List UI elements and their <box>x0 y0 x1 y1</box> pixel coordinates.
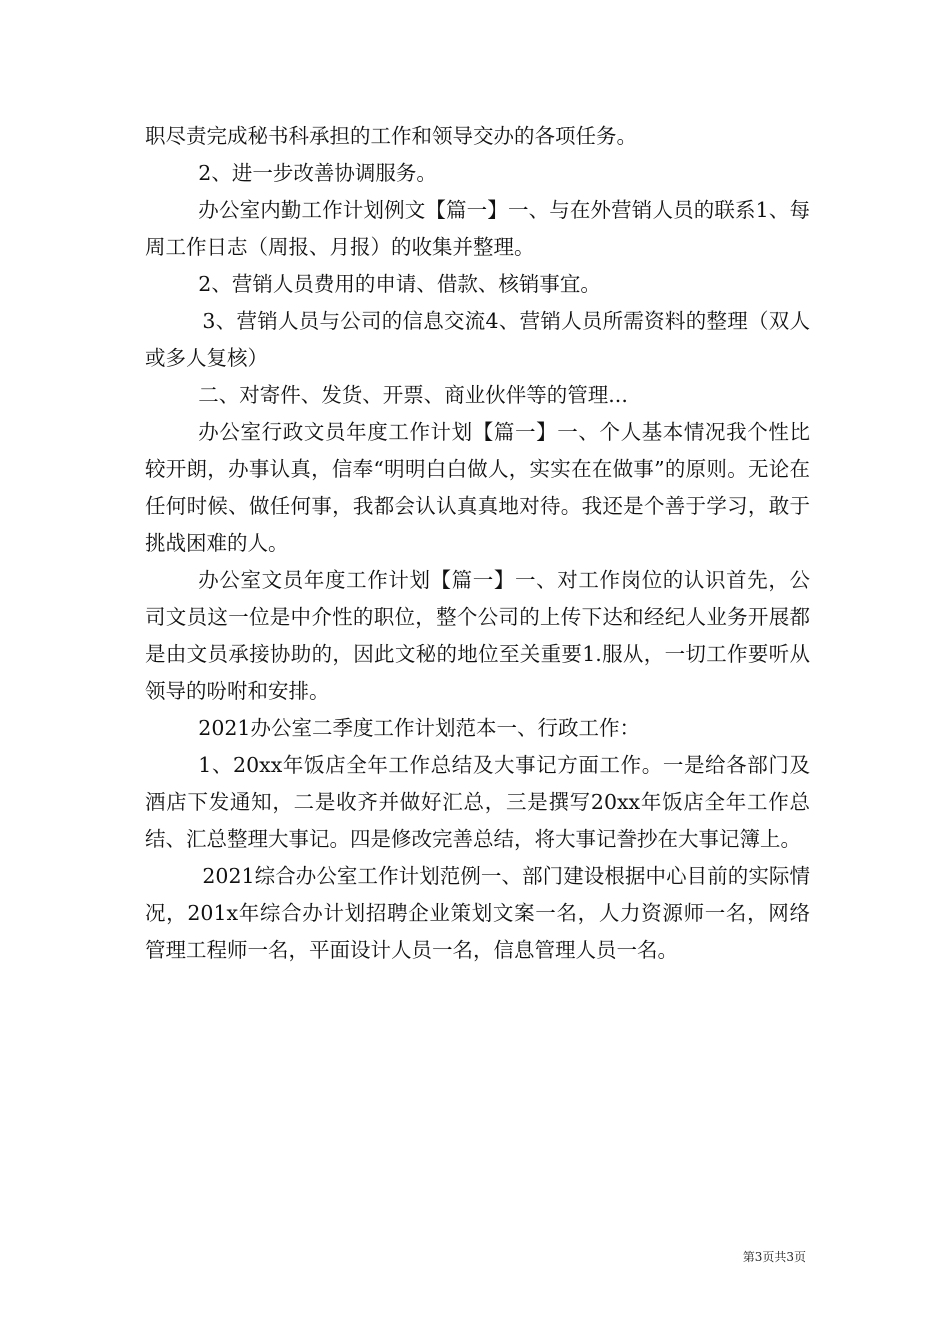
paragraph-clerk-annual-plan: 办公室文员年度工作计划【篇一】一、对工作岗位的认识首先，公司文员这一位是中介性的职位，整个公司的上传下达和经纪人业务开展都是由文员承接协助的，因此文秘的地位至关重要1.服从，一切工作要听从领导的吩咐和安排。 <box>145 568 810 703</box>
paragraph-admin-clerk-plan: 办公室行政文员年度工作计划【篇一】一、个人基本情况我个性比较开朗，办事认真，信奉“明明白白做人，实实在在做事”的原则。无论在任何时候、做任何事，我都会认认真真地对待。我还是个善于学习，敢于挑战困难的人。 <box>145 420 810 555</box>
paragraph-continuation: 职尽责完成秘书科承担的工作和领导交办的各项任务。 <box>145 124 637 148</box>
paragraph-q2-plan: 2021办公室二季度工作计划范本一、行政工作： <box>198 716 640 740</box>
paragraph-general-office-plan: 2021综合办公室工作计划范例一、部门建设根据中心目前的实际情况，201x年综合办计划招聘企业策划文案一名，人力资源师一名，网络管理工程师一名，平面设计人员一名，信息管理人员一名。 <box>145 864 810 962</box>
paragraph-sales-expenses: 2、营销人员费用的申请、借款、核销事宜。 <box>198 272 601 296</box>
document-body <box>145 118 810 969</box>
page-number: 第3页共3页 <box>742 1250 806 1264</box>
paragraph-office-internal-plan: 办公室内勤工作计划例文【篇一】一、与在外营销人员的联系1、每周工作日志（周报、月报）的收集并整理。 <box>145 198 810 259</box>
paragraph-coordination: 2、进一步改善协调服务。 <box>198 161 437 185</box>
paragraph-hotel-summary: 1、20xx年饭店全年工作总结及大事记方面工作。一是给各部门及酒店下发通知，二是收齐并做好汇总，三是撰写20xx年饭店全年工作总结、汇总整理大事记。四是修改完善总结，将大事记誊抄在大事记簿上。 <box>145 753 810 851</box>
paragraph-mail-management: 二、对寄件、发货、开票、商业伙伴等的管理... <box>198 383 628 407</box>
paragraph-sales-info-exchange: 3、营销人员与公司的信息交流4、营销人员所需资料的整理（双人或多人复核） <box>145 309 810 370</box>
